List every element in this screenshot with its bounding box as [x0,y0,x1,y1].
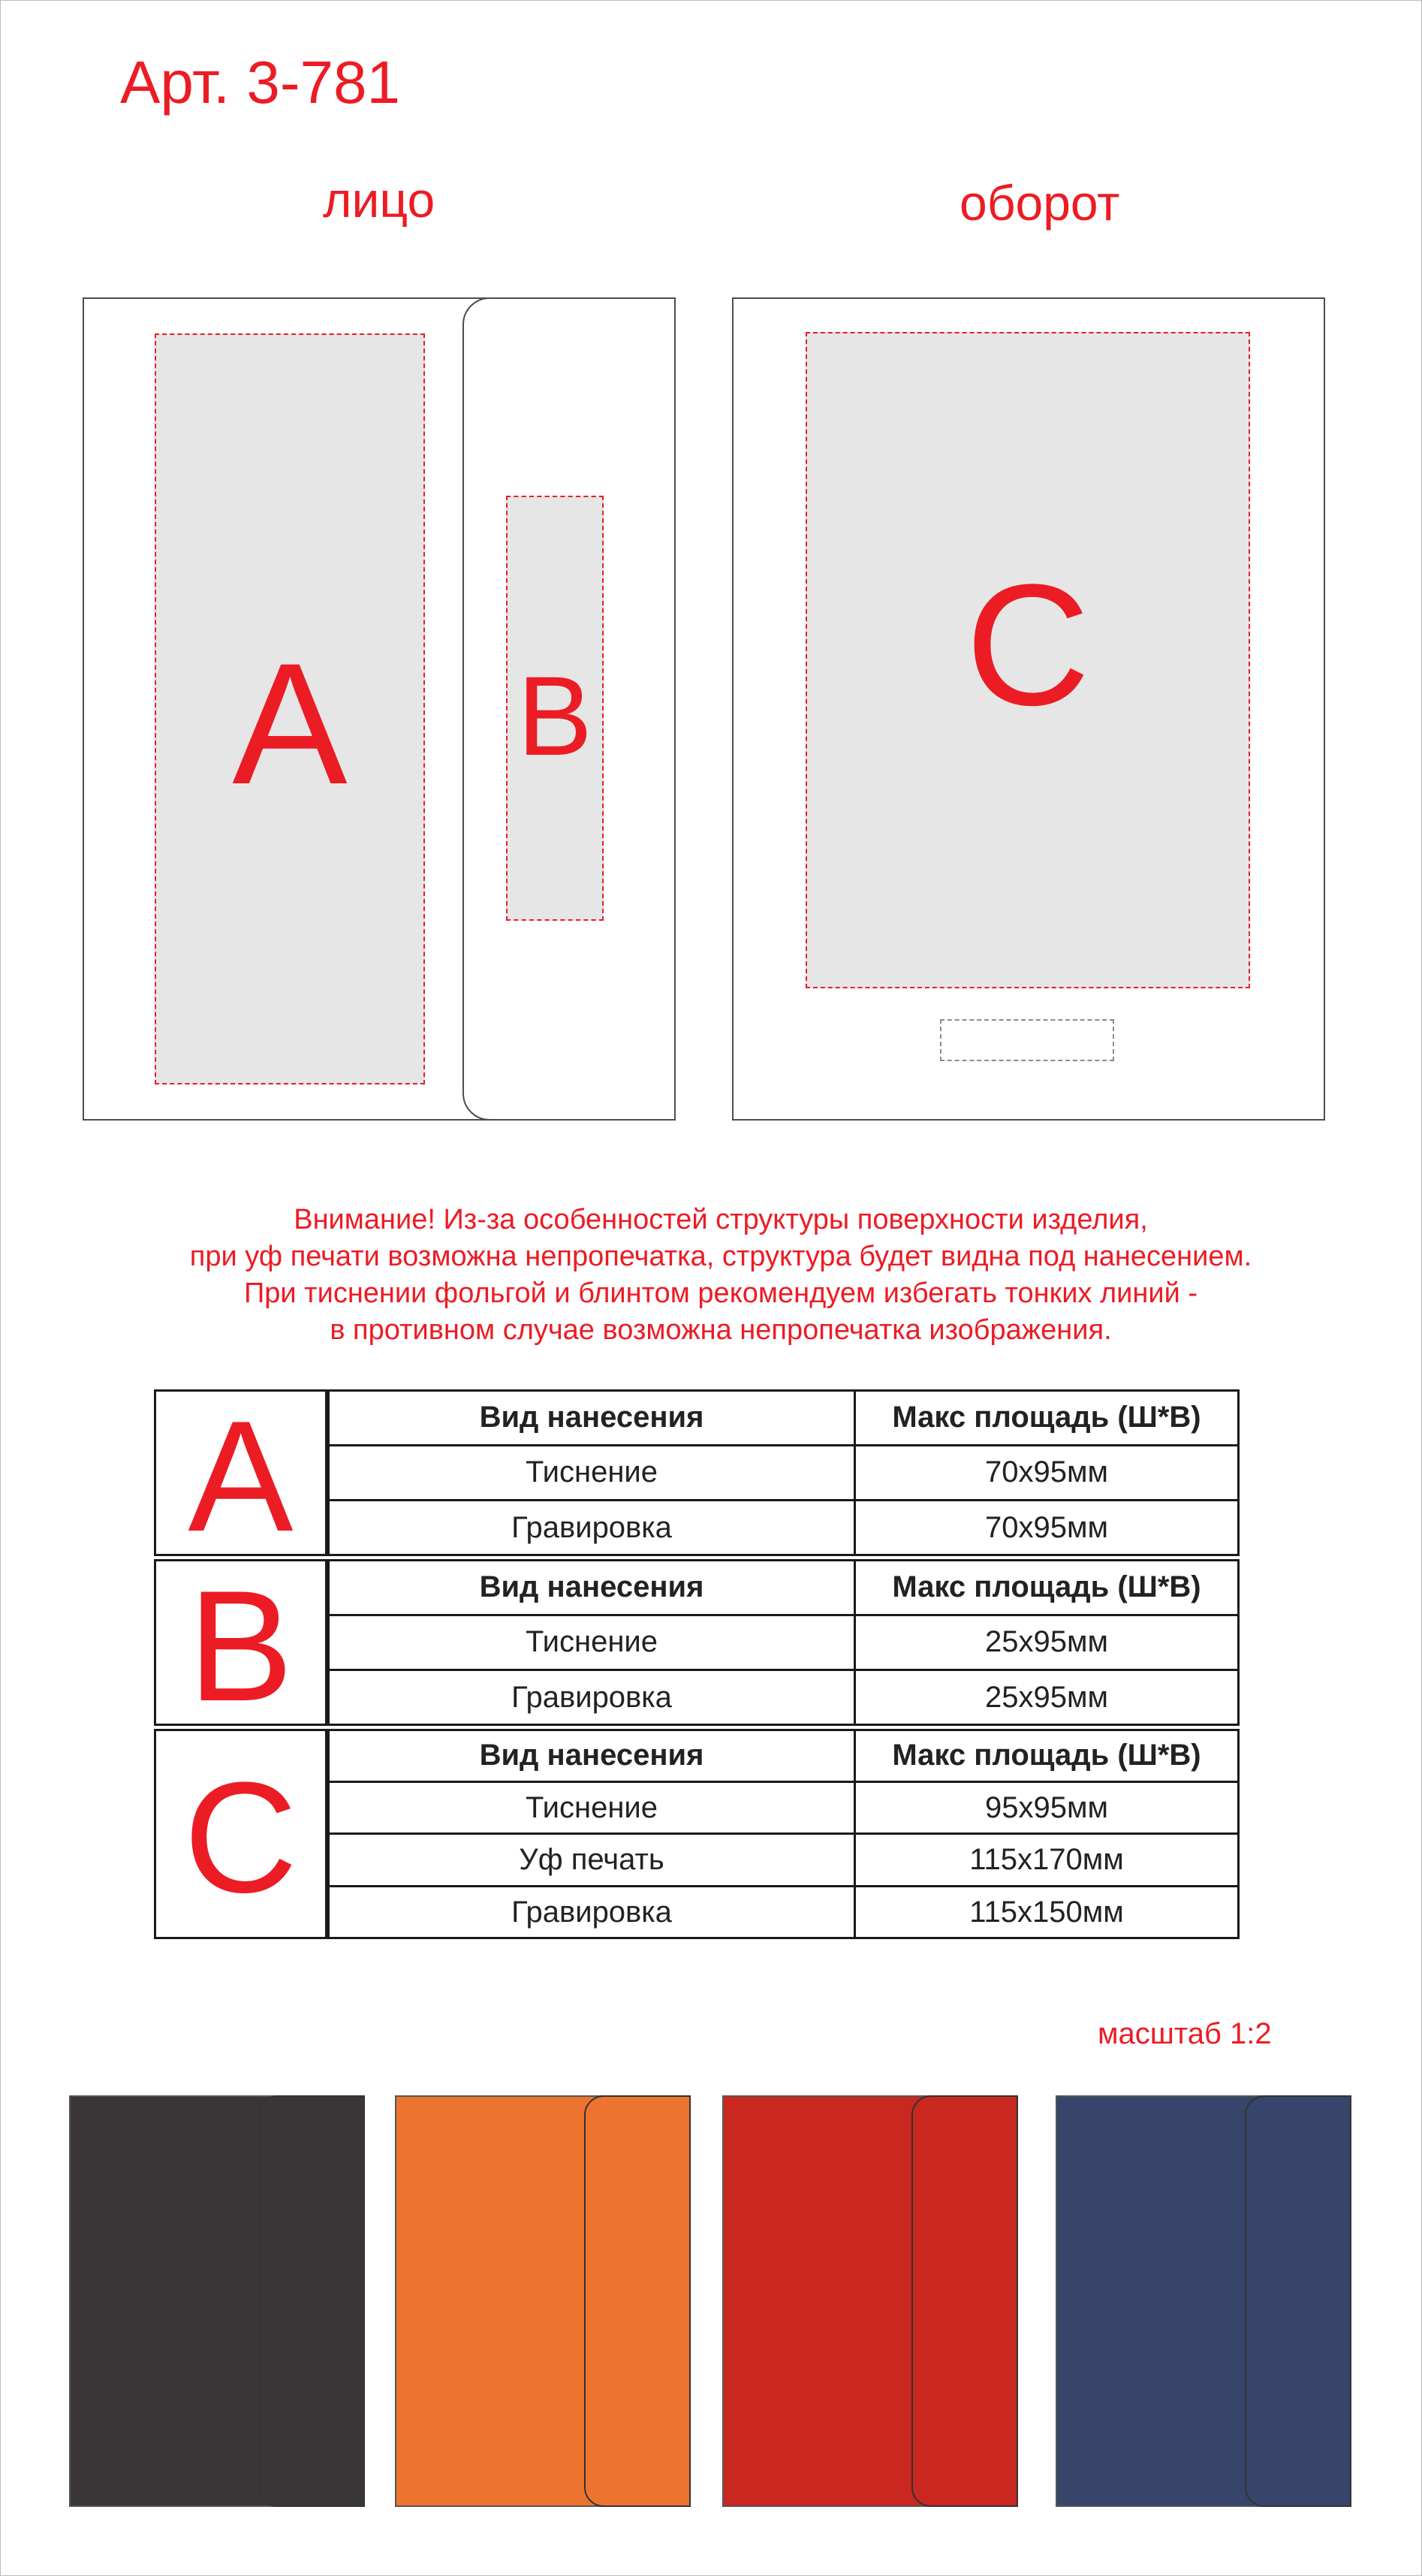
method-cell: Тиснение [329,1445,855,1501]
method-cell: Тиснение [329,1615,855,1670]
table-row [329,1834,1238,1887]
area-cell: 25х95мм [855,1670,1238,1724]
column-header-method: Вид нанесения [329,1731,855,1781]
spec-zone-letter: C [156,1731,327,1937]
column-header-area: Макс площадь (Ш*В) [855,1392,1238,1445]
warning-line: при уф печати возможна непропечатка, структура будет видна под нанесением. [189,1241,1252,1272]
table-row [329,1887,1238,1937]
swatch-flap [258,2095,365,2507]
spec-grid [327,1561,1237,1724]
method-cell: Гравировка [329,1670,855,1724]
spec-grid [327,1392,1237,1554]
warning-line: Внимание! Из-за особенностей структуры поверхности изделия, [294,1204,1148,1235]
print-zone-a [155,333,425,1084]
column-header-area: Макс площадь (Ш*В) [855,1561,1238,1615]
method-cell: Тиснение [329,1781,855,1834]
table-row [329,1501,1238,1554]
warning-line: в противном случае возможна непропечатка изображения. [330,1314,1112,1346]
column-header-area: Макс площадь (Ш*В) [855,1731,1238,1781]
article-title: Арт. 3-781 [120,49,400,116]
swatch-flap [584,2095,691,2507]
print-zone-c [806,332,1250,988]
spec-table-a [154,1388,1240,1564]
zone-c-letter: C [965,548,1091,741]
zone-a-letter: A [232,627,348,820]
area-cell: 70х95мм [855,1501,1238,1554]
table-header-row [329,1392,1238,1445]
spec-grid [327,1731,1237,1937]
scale-note: масштаб 1:2 [1098,2017,1272,2050]
column-header-method: Вид нанесения [329,1561,855,1615]
table-row [329,1781,1238,1834]
area-cell: 95х95мм [855,1781,1238,1834]
area-cell: 115х150мм [855,1887,1238,1937]
spec-zone-letter: B [156,1561,327,1724]
color-swatch-black [69,2095,365,2507]
table-header-row [329,1561,1238,1615]
area-cell: 25х95мм [855,1615,1238,1670]
method-cell: Гравировка [329,1501,855,1554]
zone-b-letter: B [517,653,593,779]
color-swatch-orange [395,2095,691,2507]
logo-placeholder [940,1019,1114,1061]
method-cell: Уф печать [329,1834,855,1887]
color-swatch-navy [1056,2095,1351,2507]
warning-line: При тиснении фольгой и блинтом рекомендуем избегать тонких линий - [243,1277,1198,1309]
spec-table-c [154,1729,1240,1939]
area-cell: 115х170мм [855,1834,1238,1887]
area-cell: 70х95мм [855,1445,1238,1501]
table-row [329,1445,1238,1501]
column-header-method: Вид нанесения [329,1392,855,1445]
back-label: оборот [960,175,1120,231]
table-header-row [329,1731,1238,1781]
spec-zone-letter: A [156,1392,327,1554]
swatch-flap [1245,2095,1351,2507]
color-swatch-red [722,2095,1018,2507]
front-label: лицо [323,172,435,228]
swatch-flap [911,2095,1018,2507]
spec-table-b [154,1558,1240,1734]
table-row [329,1670,1238,1724]
print-zone-b [506,496,604,921]
method-cell: Гравировка [329,1887,855,1937]
table-row [329,1615,1238,1670]
warning-text [60,1202,1381,1349]
